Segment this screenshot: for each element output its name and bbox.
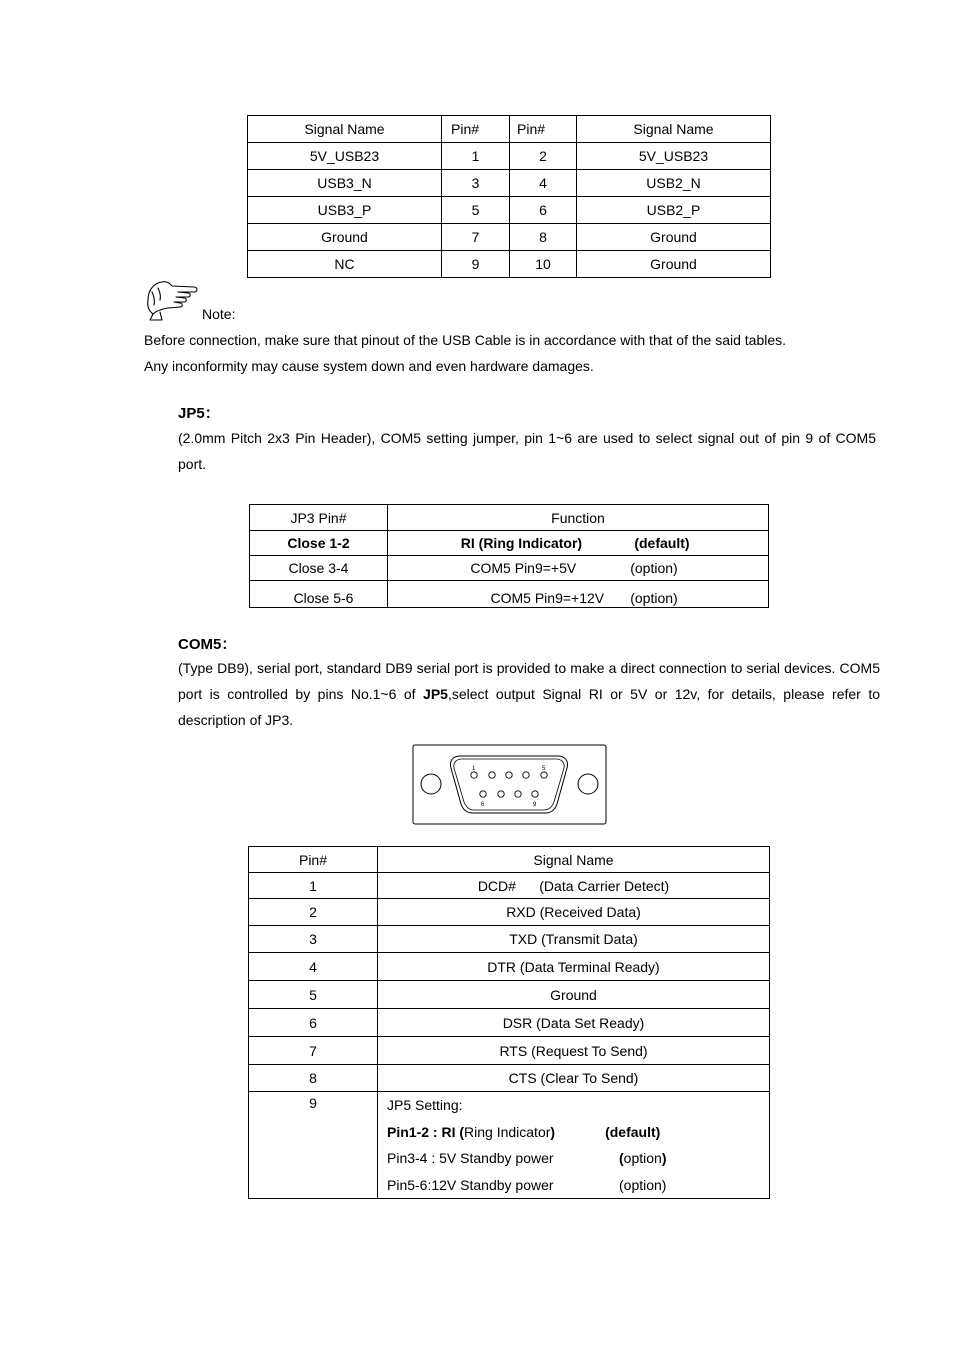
mode-text: (option) bbox=[630, 560, 678, 576]
jp5-heading: JP5： bbox=[178, 405, 220, 422]
pin-cell: Close 5-6 bbox=[250, 581, 388, 608]
header-cell: Pin# bbox=[249, 847, 378, 873]
signal-cell: DCD# (Data Carrier Detect) bbox=[378, 873, 770, 899]
line2-mode: option bbox=[623, 1150, 662, 1166]
table-row bbox=[248, 224, 771, 251]
pin-cell: 3 bbox=[249, 926, 378, 953]
signal-cell: USB3_P bbox=[248, 197, 442, 224]
pin-cell: Close 1-2 bbox=[250, 531, 388, 556]
note-label: Note: bbox=[202, 306, 236, 322]
signal-cell: RTS (Request To Send) bbox=[378, 1037, 770, 1065]
line2-close: ) bbox=[661, 1150, 667, 1166]
jp5-table bbox=[249, 504, 769, 608]
header-cell: JP3 Pin# bbox=[250, 505, 388, 531]
note-line-1: Before connection, make sure that pinout of the USB Cable is in accordance with that of the said tables. bbox=[144, 332, 787, 348]
pin-cell: 10 bbox=[510, 251, 577, 278]
pin-cell: 1 bbox=[442, 143, 510, 170]
table-row-pin9 bbox=[249, 1092, 770, 1199]
function-text: COM5 Pin9=+5V bbox=[470, 560, 577, 576]
pointing-hand-icon bbox=[144, 278, 200, 322]
signal-cell: CTS (Clear To Send) bbox=[378, 1065, 770, 1092]
table-row bbox=[249, 1037, 770, 1065]
jp5-setting-label: JP5 Setting: bbox=[387, 1097, 463, 1113]
usb-pin-table bbox=[247, 115, 771, 278]
table-row bbox=[249, 1065, 770, 1092]
signal-cell: USB2_P bbox=[577, 197, 771, 224]
line1-close: ) bbox=[550, 1123, 556, 1140]
header-cell: Signal Name bbox=[577, 116, 771, 143]
table-row bbox=[249, 981, 770, 1009]
com5-desc-text-2: ,select output Signal RI or 5V or 12v, for details, please refer to description of JP3. bbox=[178, 686, 880, 728]
signal-cell: USB2_N bbox=[577, 170, 771, 197]
jp5-setting-line-1 bbox=[387, 1119, 769, 1146]
pin-cell: 6 bbox=[249, 1009, 378, 1037]
signal-cell: 5V_USB23 bbox=[577, 143, 771, 170]
pin-cell: 2 bbox=[510, 143, 577, 170]
pin-cell: 5 bbox=[249, 981, 378, 1009]
table-row bbox=[248, 143, 771, 170]
com5-heading: COM5： bbox=[178, 636, 237, 653]
pin-cell: 1 bbox=[249, 873, 378, 899]
jp5-description: (2.0mm Pitch 2x3 Pin Header), COM5 setting jumper, pin 1~6 are used to select signal out of pin 9 of COM5 port. bbox=[178, 430, 876, 472]
header-cell: Pin# bbox=[442, 116, 510, 143]
mode-text: (default) bbox=[634, 535, 690, 551]
signal-cell: 5V_USB23 bbox=[248, 143, 442, 170]
header-cell: Pin# bbox=[510, 116, 577, 143]
header-cell: Function bbox=[388, 505, 769, 531]
table-row bbox=[248, 170, 771, 197]
pin-cell: 7 bbox=[442, 224, 510, 251]
header-cell: Signal Name bbox=[378, 847, 770, 873]
signal-cell: RXD (Received Data) bbox=[378, 899, 770, 926]
pin-cell: 8 bbox=[510, 224, 577, 251]
table-row bbox=[248, 251, 771, 278]
pin-cell: 8 bbox=[249, 1065, 378, 1092]
pin-cell: 7 bbox=[249, 1037, 378, 1065]
table-row bbox=[250, 581, 769, 608]
table-row bbox=[249, 1009, 770, 1037]
table-header-row bbox=[250, 505, 769, 531]
signal-cell: USB3_N bbox=[248, 170, 442, 197]
jp5-setting-cell bbox=[378, 1092, 770, 1199]
signal-cell: TXD (Transmit Data) bbox=[378, 926, 770, 953]
signal-cell: Ground bbox=[577, 251, 771, 278]
db9-connector-illustration bbox=[412, 744, 608, 826]
table-row bbox=[249, 926, 770, 953]
com5-desc-jp5: JP5 bbox=[423, 686, 448, 702]
jp5-setting-line-3 bbox=[387, 1172, 769, 1199]
function-cell bbox=[388, 556, 769, 581]
function-cell bbox=[388, 531, 769, 556]
signal-cell: Ground bbox=[378, 981, 770, 1009]
line1-mode: (default) bbox=[605, 1123, 661, 1140]
line1-bold: Pin1-2 : RI ( bbox=[387, 1123, 465, 1140]
signal-cell: DSR (Data Set Ready) bbox=[378, 1009, 770, 1037]
pin-cell: 9 bbox=[249, 1092, 378, 1199]
table-row bbox=[249, 899, 770, 926]
table-header-row bbox=[248, 116, 771, 143]
table-row bbox=[249, 873, 770, 899]
table-row bbox=[250, 531, 769, 556]
line1-text: Ring Indicator bbox=[464, 1123, 551, 1140]
pin-cell: Close 3-4 bbox=[250, 556, 388, 581]
pin-cell: 5 bbox=[442, 197, 510, 224]
com5-description bbox=[178, 655, 880, 733]
com5-pin-table bbox=[248, 846, 770, 1199]
pin-cell: 4 bbox=[249, 953, 378, 981]
pin-cell: 2 bbox=[249, 899, 378, 926]
signal-cell: Ground bbox=[577, 224, 771, 251]
pin-label-1: 1 bbox=[472, 766, 476, 772]
pin-cell: 6 bbox=[510, 197, 577, 224]
pin-label-9: 9 bbox=[533, 802, 537, 808]
pin-label-6: 6 bbox=[481, 802, 485, 808]
pin-label-5: 5 bbox=[542, 766, 546, 772]
function-cell bbox=[388, 581, 769, 608]
com5-desc-text: (Type DB9), serial port, standard DB9 serial port is provided to make a direct connection to serial devices. COM5 port is controlled by pins No.1~6 of bbox=[178, 660, 880, 702]
pin-cell: 9 bbox=[442, 251, 510, 278]
mode-text: (option) bbox=[630, 590, 678, 606]
pin-cell: 3 bbox=[442, 170, 510, 197]
signal-cell: NC bbox=[248, 251, 442, 278]
signal-cell: Ground bbox=[248, 224, 442, 251]
table-row bbox=[250, 556, 769, 581]
table-row bbox=[249, 953, 770, 981]
function-text: COM5 Pin9=+12V bbox=[490, 590, 605, 606]
table-row bbox=[248, 197, 771, 224]
line2-open: ( bbox=[619, 1150, 624, 1166]
table-header-row bbox=[249, 847, 770, 873]
jp5-setting-line-2 bbox=[387, 1145, 769, 1172]
function-text: RI (Ring Indicator) bbox=[460, 535, 583, 551]
line3-text: Pin5-6:12V Standby power bbox=[387, 1176, 554, 1193]
pin-cell: 4 bbox=[510, 170, 577, 197]
line3-mode: (option) bbox=[619, 1176, 667, 1193]
note-line-2: Any inconformity may cause system down and even hardware damages. bbox=[144, 358, 594, 374]
line2-text: Pin3-4 : 5V Standby power bbox=[387, 1150, 554, 1166]
header-cell: Signal Name bbox=[248, 116, 442, 143]
signal-cell: DTR (Data Terminal Ready) bbox=[378, 953, 770, 981]
